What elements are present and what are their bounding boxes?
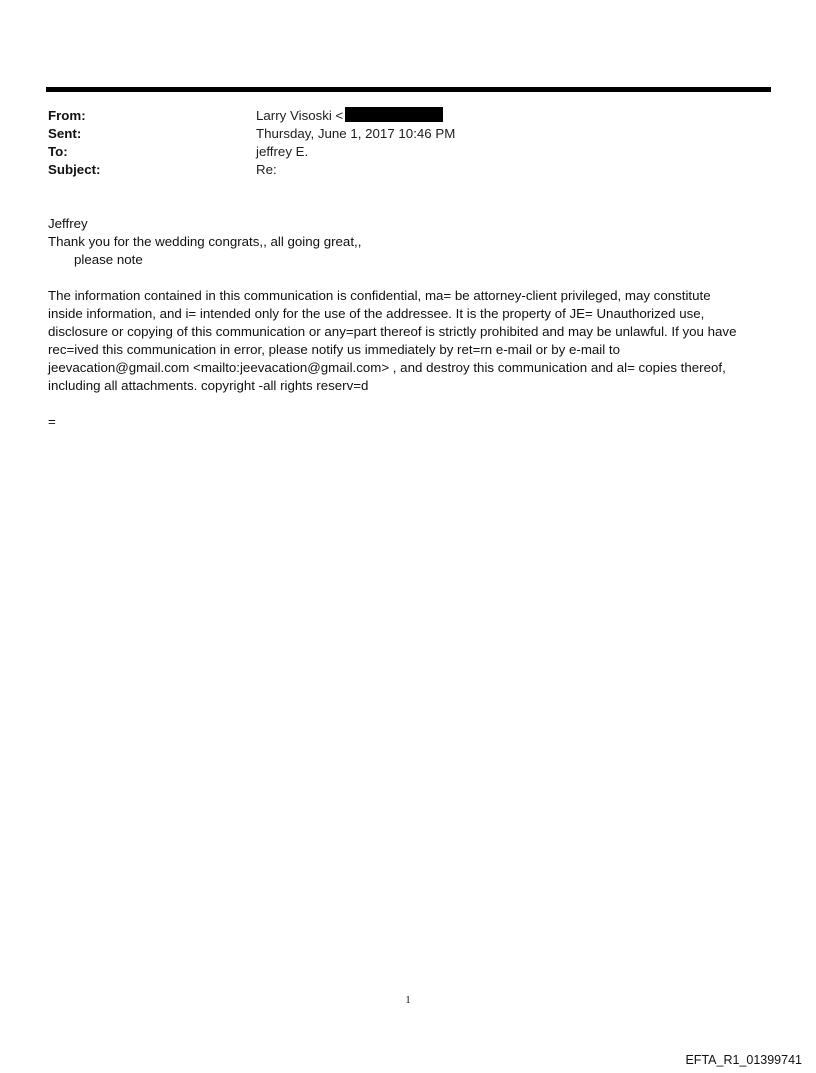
trailer-mark: = (48, 414, 56, 429)
disclaimer (48, 287, 770, 395)
disclaimer-line: including all attachments. copyright -all rights reserv=d (48, 378, 369, 393)
greeting: Jeffrey (48, 216, 88, 231)
from-row (48, 107, 768, 125)
body-line-2: please note (74, 252, 143, 267)
sender-name: Larry Visoski < (256, 108, 344, 123)
redaction-box (345, 107, 443, 122)
to-value: jeffrey E. (256, 144, 309, 159)
subject-label: Subject: (48, 162, 101, 177)
disclaimer-line: jeevacation@gmail.com <mailto:jeevacation@gmail.com> , and destroy this communication and al= copies thereof, (48, 360, 726, 375)
disclaimer-line: rec=ived this communication in error, please notify us immediately by ret=rn e-mail or by e-mail to (48, 342, 620, 357)
to-row (48, 143, 768, 161)
disclaimer-line: disclosure or copying of this communication or any=part thereof is strictly prohibited and may be unlawful. If you have (48, 324, 737, 339)
to-label: To: (48, 144, 68, 159)
subject-row (48, 161, 768, 179)
subject-value: Re: (256, 162, 277, 177)
email-header (48, 107, 768, 179)
disclaimer-line: inside information, and i= intended only for the use of the addressee. It is the property of JE= Unauthorized use, (48, 306, 705, 321)
from-label: From: (48, 108, 86, 123)
body-line-1: Thank you for the wedding congrats,, all going great,, (48, 234, 362, 249)
page-number: 1 (405, 994, 411, 1006)
sent-row (48, 125, 768, 143)
sent-value: Thursday, June 1, 2017 10:46 PM (256, 126, 456, 141)
email-body (48, 215, 770, 431)
document-id: EFTA_R1_01399741 (685, 1053, 802, 1067)
header-rule (46, 87, 771, 92)
disclaimer-line: The information contained in this communication is confidential, ma= be attorney-client privileged, may constitute (48, 288, 711, 303)
sent-label: Sent: (48, 126, 82, 141)
from-value (256, 107, 443, 125)
